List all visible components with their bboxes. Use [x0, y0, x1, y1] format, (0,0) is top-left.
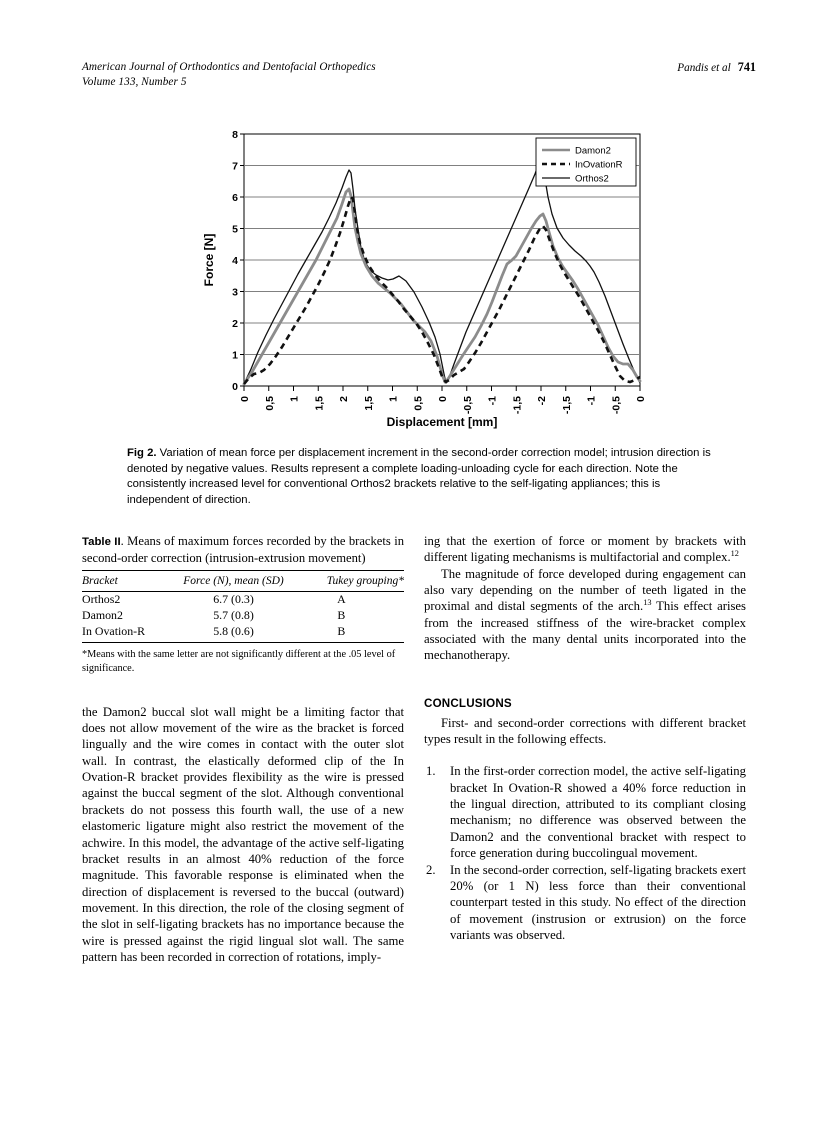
right-paragraph-1 — [424, 533, 746, 566]
reference-13: 13 — [643, 598, 652, 608]
list-item-number: 2. — [426, 862, 436, 877]
legend-label-orthos2: Orthos2 — [575, 173, 609, 185]
cell-force: 5.8 (0.6) — [213, 623, 254, 638]
figure-caption-label: Fig 2. — [127, 447, 157, 459]
cell-tukey: B — [337, 607, 346, 622]
x-tick-1: 0,5 — [263, 396, 276, 411]
y-axis-title: Force [N] — [202, 233, 216, 287]
results-table — [82, 570, 404, 643]
x-axis-labels — [239, 396, 647, 414]
running-head-right — [677, 60, 756, 76]
running-head — [82, 60, 756, 89]
conclusions-heading: CONCLUSIONS — [424, 696, 512, 710]
table-row — [82, 623, 404, 642]
journal-volume: Volume 133, Number 5 — [82, 75, 187, 88]
right-column — [424, 533, 746, 943]
y-tick-8: 8 — [232, 129, 238, 141]
reference-12: 12 — [730, 549, 739, 559]
x-tick-5: 1,5 — [362, 396, 375, 411]
table-label: Table II — [82, 536, 121, 548]
y-tick-6: 6 — [232, 192, 238, 204]
x-tick-15: -0,5 — [610, 396, 623, 415]
cell-bracket: In Ovation-R — [82, 623, 146, 638]
figure-caption — [127, 446, 719, 508]
x-tick-12: -2 — [536, 396, 548, 406]
table-header-tukey: Tukey grouping* — [301, 570, 404, 591]
x-tick-8: 0 — [437, 396, 449, 402]
journal-title — [82, 60, 376, 89]
y-tick-4: 4 — [232, 255, 238, 267]
table-header-force: Force (N), mean (SD) — [166, 570, 300, 591]
table-footnote: *Means with the same letter are not significantly different at the .05 level of significance. — [82, 649, 396, 674]
y-tick-7: 7 — [232, 160, 238, 173]
x-tick-10: -1 — [486, 396, 499, 406]
cell-bracket: Orthos2 — [82, 592, 121, 607]
y-tick-0: 0 — [232, 381, 238, 393]
conclusions-intro: First- and second-order corrections with different bracket types result in the following effects. — [424, 715, 746, 747]
list-item — [424, 763, 746, 861]
x-tick-13: -1,5 — [560, 396, 573, 415]
table-title-text: . Means of maximum forces recorded by the brackets in second-order correction (intrusion-extrusion movement) — [82, 534, 404, 566]
right-paragraph-1-text: ing that the exertion of force or moment by brackets with different ligating mechanisms is multifactorial and complex. — [424, 534, 746, 565]
table-header-bracket: Bracket — [82, 570, 166, 591]
x-tick-0: 0 — [239, 396, 251, 402]
x-tick-6: 1 — [387, 396, 400, 402]
x-tick-9: -0,5 — [461, 396, 474, 415]
legend-label-inovationr: InOvationR — [575, 159, 623, 171]
y-tick-2: 2 — [232, 318, 238, 330]
x-axis-ticks — [244, 386, 640, 391]
x-tick-14: -1 — [585, 396, 598, 406]
page-number: 741 — [737, 60, 756, 74]
right-paragraph-2-text-b: This effect arises from the increased stiffness of the wire-bracket complex associated with the many dental units incorporated into the mechanotherapy. — [424, 599, 746, 663]
x-tick-16: 0 — [635, 396, 647, 402]
y-tick-5: 5 — [232, 223, 238, 236]
force-displacement-chart — [196, 126, 648, 431]
y-axis — [232, 129, 244, 393]
table-title — [82, 533, 404, 567]
x-tick-3: 1,5 — [313, 396, 326, 411]
left-column — [82, 533, 404, 965]
figure-2 — [196, 126, 648, 431]
figure-caption-text: Variation of mean force per displacement increment in the second-order correction model; intrusion direction is denoted by negative values. Results represent a complete loading-unloading cycle for each direction. Note the consistently increased level for conventional Orthos2 brackets relative to the self-ligating appliances; this is independent of direction. — [127, 447, 711, 506]
x-axis-title: Displacement [mm] — [386, 415, 498, 429]
list-item — [424, 862, 746, 944]
table-bottom-rule — [82, 642, 404, 643]
cell-bracket: Damon2 — [82, 607, 123, 622]
right-paragraph-2 — [424, 566, 746, 664]
cell-tukey: A — [337, 592, 346, 607]
legend-label-damon2: Damon2 — [575, 145, 611, 157]
list-item-text: In the first-order correction model, the active self-ligating bracket In Ovation-R showed a 40% force reduction in the lingual direction, attributed to its compliant closing mechanism; no difference was observed between the Damon2 and the conventional bracket with respect to force generation during buccolingual movement. — [450, 764, 746, 861]
x-tick-2: 1 — [288, 396, 301, 402]
chart-legend — [536, 138, 636, 186]
journal-name: American Journal of Orthodontics and Dentofacial Orthopedics — [82, 61, 376, 73]
author-names: Pandis et al — [677, 62, 731, 74]
y-tick-3: 3 — [232, 286, 238, 299]
table-row — [82, 591, 404, 607]
left-column-paragraph: the Damon2 buccal slot wall might be a limiting factor that does not allow movement of the wire as the bracket is forced lingually and the wire comes in contact with the outer slot wall. In contrast, the elastically deformed clip of the In Ovation-R bracket provides flexibility as the wire is pressed against the buccal segment of the slot. Although conventional brackets do not possess this fourth wall, the use of a new elastomeric ligature might also restrict the movement of the achwire. In this model, the advantage of the active self-ligating bracket results in an almost 40% reduction of the force magnitude. This favorable response is eliminated when the direction of displacement is reversed to the buccal (outward) movement. In this direction, the role of the closing segment of the slot in self-ligating brackets has no importance because the wire is pressed against the rigid lingual slot wall. The same pattern has been recorded in correction of rotations, imply- — [82, 704, 404, 964]
table-header-row — [82, 570, 404, 591]
cell-tukey: B — [337, 623, 346, 638]
table-row — [82, 607, 404, 623]
x-tick-4: 2 — [338, 396, 350, 402]
list-item-number: 1. — [426, 764, 436, 779]
cell-force: 5.7 (0.8) — [213, 607, 254, 622]
x-tick-7: 0,5 — [412, 396, 425, 411]
right-paragraph-2-text-a: The magnitude of force developed during engagement can also vary depending on the number of teeth ligated in the proximal and distal segments of the arch. — [424, 566, 746, 614]
cell-force: 6.7 (0.3) — [213, 592, 254, 607]
y-tick-1: 1 — [232, 349, 238, 362]
x-tick-11: -1,5 — [511, 396, 524, 415]
list-item-text: In the second-order correction, self-ligating brackets exert 20% (or 1 N) less force than their conventional counterpart tested in this study. No effect of the direction of movement (instrusion or extrusion) on the force variants was observed. — [450, 862, 746, 942]
conclusions-list — [424, 763, 746, 943]
